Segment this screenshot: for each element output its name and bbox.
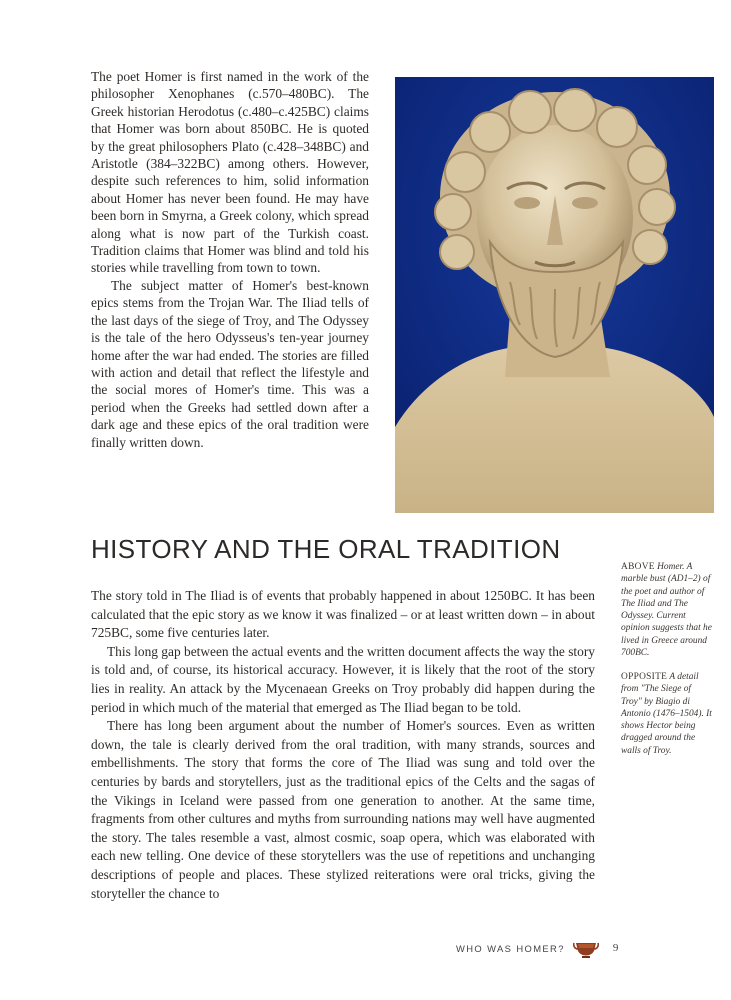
main-text [91,587,595,903]
caption-opposite-lead: OPPOSITE [621,672,668,682]
intro-paragraph-2: The subject matter of Homer's best-known epics stems from the Trojan War. The Iliad tells of the last days of the siege of Troy, and The Odyssey is the tale of the hero Odysseus's ten-year journey home after the war had ended. The stories are filled with action and detail that reflect the lifestyle and the social mores of Homer's time. This was a period when the Greeks had settled down after a dark age and these epics of the oral tradition were finally written down. [91,277,369,450]
main-paragraph-3: There has long been argument about the number of Homer's sources. Even as written down, the tale is clearly derived from the oral tradition, with many strands, sources and embellishments. The story that forms the core of The Iliad was sung and told over the centuries by bards and storytellers, just as the traditional epics of the Celts and the sagas of the Vikings in Iceland were passed from one generation to another. At the same time, fragments from other cultures and myths from surrounding nations may well have augmented the story. The tales resemble a vast, almost cosmic, soap opera, which was elaborated with each new telling. One device of these storytellers was the use of repetitions and unchanging descriptions of people and places. These stylized reiterations were oral tricks, giving the storyteller the chance to [91,718,595,901]
main-paragraph-1: The story told in The Iliad is of events that probably happened in about 1250BC. It has been calculated that the epic story as we know it was finalized – or at least written down – in about 725BC, some five centuries later. [91,588,595,641]
page-footer [456,937,618,959]
section-heading: HISTORY AND THE ORAL TRADITION [91,534,561,564]
intro-text [91,68,369,451]
running-title: WHO WAS HOMER? [456,942,565,954]
caption-above-text: Homer. A marble bust (AD1–2) of the poet and author of The Iliad and The Odyssey. Current opinion suggests that he lived in Greece around 700BC. [621,562,712,659]
caption-above [621,561,713,659]
intro-paragraph-1: The poet Homer is first named in the work of the philosopher Xenophanes (c.570–480BC). The Greek historian Herodotus (c.480–c.425BC) claims that Homer was born about 850BC. He is quoted by the great philosophers Plato (c.428–348BC) and Aristotle (384–322BC) among others. However, despite such references to him, solid information about Homer has never been found. He may have been born in Smyrna, a Greek colony, which spread along what is now part of the Turkish coast. Tradition claims that Homer was blind and told his stories while travelling from town to town. [91,69,369,276]
marble-bust-of-homer [395,77,714,513]
caption-opposite [621,671,713,757]
homer-bust-photo [395,77,714,513]
caption-above-lead: ABOVE [621,562,655,572]
greek-pot-icon [573,937,599,959]
main-paragraph-2: This long gap between the actual events and the written document affects the way the story is told and, of course, its historical accuracy. However, it is likely that the root of the story lies in reality. An attack by the Mycenaean Greeks on Troy probably did happen during the period in which much of the material that emerged as The Iliad began to be told. [91,643,595,715]
page-number: 9 [612,942,619,954]
caption-opposite-text: A detail from "The Siege of Troy" by Biagio di Antonio (1476–1504). It shows Hector being dragged around the walls of Troy. [621,672,712,756]
